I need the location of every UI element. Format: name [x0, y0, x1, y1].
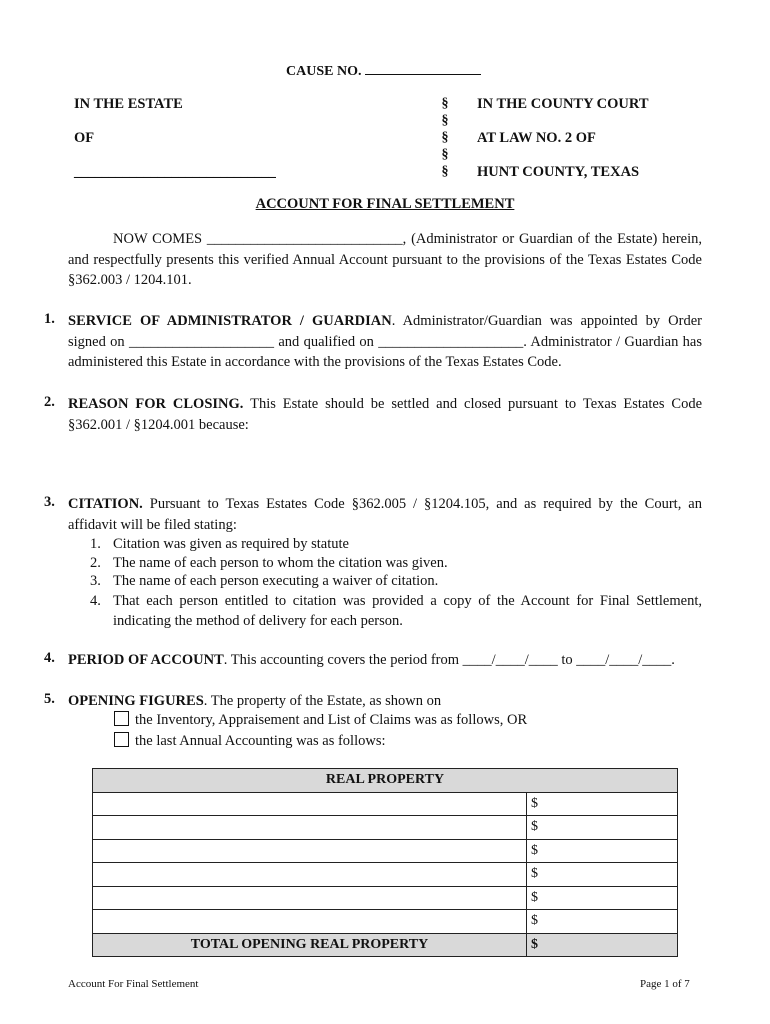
- cause-number-field[interactable]: [365, 62, 481, 75]
- table-row: [93, 792, 678, 816]
- section-reason: [68, 394, 702, 435]
- property-amount-cell[interactable]: $: [527, 863, 678, 887]
- section-mark: §: [441, 96, 449, 111]
- section-text: . This accounting covers the period from ____/____/____ to ____/____/____.: [223, 652, 675, 668]
- table-row: [93, 886, 678, 910]
- property-amount-cell[interactable]: $: [527, 816, 678, 840]
- property-amount-cell[interactable]: $: [527, 910, 678, 934]
- section-number: 4.: [44, 650, 55, 666]
- table-row: [93, 816, 678, 840]
- real-property-table: [92, 768, 678, 957]
- cause-number: [286, 62, 481, 80]
- section-heading: REASON FOR CLOSING.: [68, 396, 244, 412]
- list-item: 2. The name of each person to whom the citation was given.: [90, 554, 448, 571]
- option-label: the last Annual Accounting was as follows:: [135, 733, 386, 749]
- property-description-cell[interactable]: [93, 792, 527, 816]
- property-amount-cell[interactable]: $: [527, 839, 678, 863]
- section-mark: §: [441, 147, 449, 162]
- section-number: 1.: [44, 311, 55, 327]
- footer-title: Account For Final Settlement: [68, 978, 199, 990]
- section-period: [68, 650, 702, 671]
- section-citation: [68, 494, 702, 535]
- section-service: [68, 311, 702, 373]
- inventory-checkbox[interactable]: [114, 711, 129, 726]
- annual-accounting-checkbox[interactable]: [114, 732, 129, 747]
- total-amount-cell[interactable]: $: [527, 933, 678, 957]
- total-label: TOTAL OPENING REAL PROPERTY: [93, 933, 527, 957]
- property-description-cell[interactable]: [93, 839, 527, 863]
- property-description-cell[interactable]: [93, 816, 527, 840]
- intro-lead: NOW COMES: [113, 231, 203, 247]
- document-title: ACCOUNT FOR FINAL SETTLEMENT: [255, 196, 515, 212]
- intro-text: , (Administrator or Guardian of the Estate) herein, and respectfully presents this verified Annual Account pursuant to the provisions of the Texas Estates Code §362.003 / 1204.101.: [68, 231, 702, 288]
- administrator-name-blank[interactable]: ___________________________: [206, 231, 403, 247]
- property-amount-cell[interactable]: $: [527, 792, 678, 816]
- property-amount-cell[interactable]: $: [527, 886, 678, 910]
- page-number: Page 1 of 7: [640, 978, 690, 990]
- section-opening-figures: [68, 691, 702, 712]
- table-row: [93, 910, 678, 934]
- intro-paragraph: [68, 229, 702, 291]
- section-number: 3.: [44, 494, 55, 510]
- section-heading: PERIOD OF ACCOUNT: [68, 652, 224, 668]
- option-annual-accounting: [114, 732, 386, 750]
- property-description-cell[interactable]: [93, 863, 527, 887]
- section-mark: §: [441, 164, 449, 179]
- option-label: the Inventory, Appraisement and List of Claims was as follows, OR: [135, 712, 528, 728]
- caption-county: HUNT COUNTY, TEXAS: [477, 164, 640, 180]
- list-item: 3. The name of each person executing a waiver of citation.: [90, 573, 439, 589]
- section-mark: §: [441, 113, 449, 128]
- caption-estate: IN THE ESTATE: [74, 96, 183, 112]
- property-description-cell[interactable]: [93, 886, 527, 910]
- section-text: . The property of the Estate, as shown on: [203, 693, 442, 709]
- caption-court-number: AT LAW NO. 2 OF: [477, 130, 596, 146]
- table-header: REAL PROPERTY: [93, 769, 678, 793]
- section-text: This Estate should be settled and closed pursuant to Texas Estates Code §362.001 / §1204.001 because:: [68, 396, 703, 433]
- section-text: . Administrator/Guardian was appointed by Order signed on ____________________ and qualified on ____________________. Administrator / Guardian has administered this Estate in accordance with the provisions of the Texas Estates Code.: [68, 313, 702, 370]
- list-item: 1. Citation was given as required by statute: [90, 536, 349, 552]
- table-row: [93, 863, 678, 887]
- list-item: 4. That each person entitled to citation was provided a copy of the Account for Final Settlement, indicating the method of delivery for each person.: [90, 592, 702, 629]
- section-heading: CITATION.: [68, 496, 143, 512]
- table-row: [93, 839, 678, 863]
- property-description-cell[interactable]: [93, 910, 527, 934]
- citation-list: [90, 535, 702, 632]
- option-inventory: [114, 711, 527, 729]
- cause-number-label: CAUSE NO.: [286, 64, 362, 79]
- total-row: [93, 933, 678, 957]
- section-heading: OPENING FIGURES: [68, 693, 204, 709]
- section-mark: §: [441, 130, 449, 145]
- section-number: 2.: [44, 394, 55, 410]
- caption-court: IN THE COUNTY COURT: [477, 96, 649, 112]
- estate-name-line[interactable]: _____________________________: [74, 164, 276, 180]
- caption-of: OF: [74, 130, 95, 146]
- section-heading: SERVICE OF ADMINISTRATOR / GUARDIAN: [68, 313, 392, 329]
- section-number: 5.: [44, 691, 55, 707]
- section-text: Pursuant to Texas Estates Code §362.005 / §1204.105, and as required by the Court, an affidavit will be filed stating:: [68, 496, 702, 533]
